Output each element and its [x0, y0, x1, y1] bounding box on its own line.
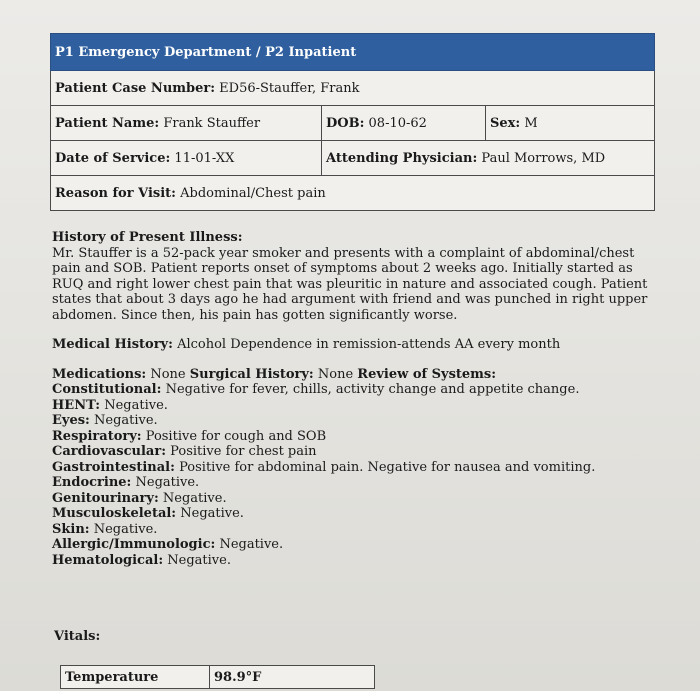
ros-item — [52, 506, 662, 522]
ros-item — [52, 537, 662, 553]
ros-value: Negative. — [219, 537, 284, 552]
ros-item — [52, 460, 662, 476]
ros-value: Negative. — [93, 521, 158, 537]
review-of-systems-label: Review of Systems: — [357, 366, 497, 382]
vitals-label: Vitals: — [54, 629, 101, 644]
ros-item — [52, 382, 662, 398]
date-of-service-cell — [51, 141, 322, 176]
ros-item — [52, 444, 662, 460]
ros-value: Positive for abdominal pain. Negative for nausea and vomiting. — [179, 459, 596, 475]
case-number-cell — [51, 71, 655, 106]
medical-history-line — [52, 337, 662, 353]
ros-label: Genitourinary: — [52, 490, 159, 506]
ros-item — [52, 553, 662, 569]
ros-label: Skin: — [52, 521, 90, 537]
ros-value: Negative. — [167, 552, 231, 568]
ros-value: Negative for fever, chills, activity change and appetite change. — [165, 382, 580, 397]
ros-value: Positive for cough and SOB — [145, 428, 327, 444]
ros-value: Negative. — [94, 413, 158, 428]
ros-value: Negative. — [162, 490, 227, 506]
hpi-text: Mr. Stauffer is a 52-pack year smoker and presents with a complaint of abdominal/chest pain and SOB. Patient reports onset of symptoms about 2 weeks ago. Initially started as RUQ and right lower chest pain that was pleuritic in nature and associated cough. Patient states that about 3 days ago he had argument with friend and was punched in right upper abdomen. Since then, his pain has gotten significantly worse. — [52, 245, 648, 323]
attending-physician-label: Attending Physician: — [326, 150, 478, 166]
vitals-row — [61, 666, 375, 689]
medical-history-label: Medical History: — [52, 337, 173, 352]
surgical-history-label: Surgical History: — [189, 366, 314, 382]
ros-item — [52, 475, 662, 491]
reason-for-visit-cell — [51, 176, 655, 211]
ros-item — [52, 491, 662, 507]
ros-label: Constitutional: — [52, 382, 162, 397]
ros-value: Positive for chest pain — [170, 444, 317, 459]
ros-label: Eyes: — [52, 413, 90, 428]
ros-item — [52, 398, 662, 414]
ros-label: HENT: — [52, 397, 101, 413]
ros-label: Hematological: — [52, 552, 164, 568]
dob-cell — [322, 106, 486, 141]
attending-physician-value: Paul Morrows, MD — [481, 150, 606, 166]
ros-label: Respiratory: — [52, 428, 142, 444]
date-of-service-label: Date of Service: — [55, 150, 171, 166]
patient-name-label: Patient Name: — [55, 115, 160, 131]
patient-header-table — [50, 33, 655, 211]
case-number-label: Patient Case Number: — [55, 80, 216, 96]
medications-label: Medications: — [52, 366, 147, 382]
ros-value: Negative. — [135, 475, 200, 490]
dob-label: DOB: — [326, 115, 365, 131]
sex-cell — [486, 106, 655, 141]
hpi-title: History of Present Illness: — [52, 230, 243, 245]
ros-item — [52, 413, 662, 429]
date-of-service-value: 11-01-XX — [174, 150, 235, 166]
ros-value: Negative. — [180, 506, 244, 521]
ros-label: Endocrine: — [52, 475, 132, 490]
ros-item — [52, 429, 662, 445]
ros-label: Musculoskeletal: — [52, 506, 177, 521]
medications-line — [52, 367, 662, 383]
case-number-value: ED56-Stauffer, Frank — [219, 80, 360, 96]
header-title: P1 Emergency Department / P2 Inpatient — [51, 34, 655, 71]
medications-value: None — [150, 366, 186, 382]
sex-value: M — [524, 115, 538, 131]
ros-label: Allergic/Immunologic: — [52, 537, 216, 552]
vitals-table — [60, 665, 375, 689]
surgical-history-value: None — [317, 366, 354, 382]
ros-item — [52, 522, 662, 538]
sex-label: Sex: — [490, 115, 521, 131]
ros-label: Gastrointestinal: — [52, 459, 175, 475]
reason-for-visit-value: Abdominal/Chest pain — [180, 185, 326, 201]
patient-name-value: Frank Stauffer — [163, 115, 261, 131]
attending-physician-cell — [322, 141, 655, 176]
dob-value: 08-10-62 — [368, 115, 427, 131]
medical-history-value: Alcohol Dependence in remission-attends AA every month — [177, 337, 561, 352]
reason-for-visit-label: Reason for Visit: — [55, 185, 176, 201]
note-body — [52, 230, 662, 568]
vital-value: 98.9°F — [210, 666, 375, 689]
vital-name: Temperature — [61, 666, 210, 689]
ros-value: Negative. — [104, 397, 168, 413]
ros-label: Cardiovascular: — [52, 444, 166, 459]
patient-name-cell — [51, 106, 322, 141]
